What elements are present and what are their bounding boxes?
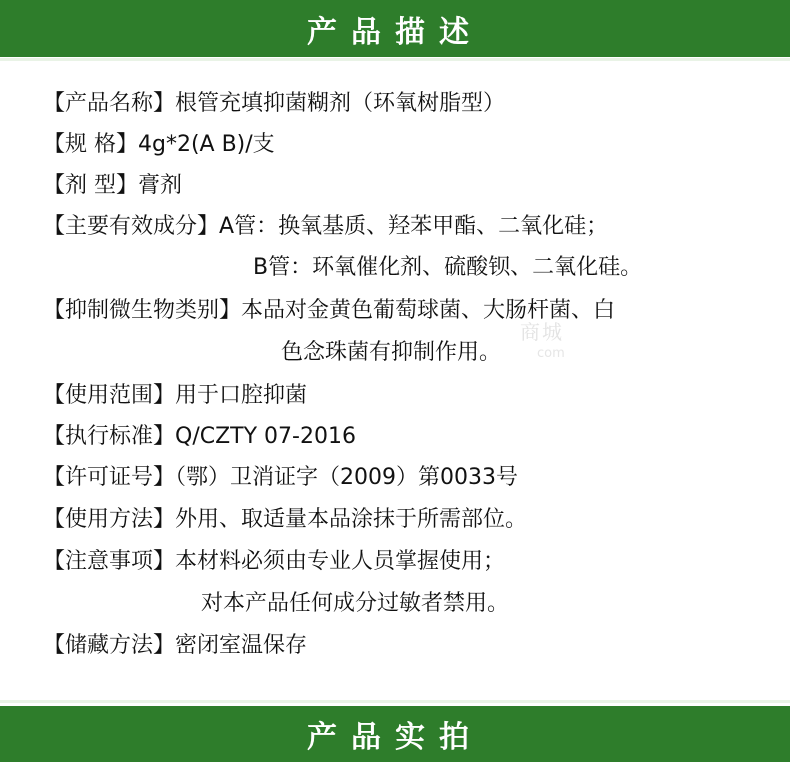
spec-value: 密闭室温保存 [175,633,308,658]
spec-label: 【许可证号】 [43,465,176,490]
spec-value-continued: 色念珠菌有抑制作用。 [281,340,502,365]
spec-label: 【产品名称】 [43,91,176,116]
spec-value: 膏剂 [138,173,183,198]
spec-value: 用于口腔抑菌 [175,383,308,408]
spec-label: 【抑制微生物类别】 [43,298,242,323]
spec-row-standard [43,422,356,452]
spec-label: 【剂 型】 [43,173,138,198]
spec-label: 【使用方法】 [43,507,176,532]
spec-value: 外用、取适量本品涂抹于所需部位。 [175,507,528,532]
spec-value: Q/CZTY 07-2016 [175,424,356,449]
spec-label: 【注意事项】 [43,549,176,574]
spec-label: 【储藏方法】 [43,633,176,658]
section-header-photos [0,706,790,762]
spec-label: 【使用范围】 [43,383,176,408]
spec-row-license [43,463,518,493]
spec-row-spec [43,130,275,160]
spec-row-storage [43,631,307,661]
spec-value: 4g*2(A B)/支 [138,132,275,157]
spec-row-usage [43,505,527,535]
spec-row-scope [43,381,307,411]
section-title: 产品描述 [307,14,483,50]
spec-label: 【主要有效成分】 [43,214,220,239]
spec-value-continued: B管：环氧催化剂、硫酸钡、二氧化硅。 [253,255,643,280]
spec-row-name [43,89,505,119]
spec-value: 本材料必须由专业人员掌握使用； [175,549,506,574]
section-title: 产品实拍 [307,720,483,755]
spec-label: 【规 格】 [43,132,138,157]
spec-value: A管：换氧基质、羟苯甲酯、二氧化硅； [219,214,609,239]
spec-value: 本品对金黄色葡萄球菌、大肠杆菌、白 [241,298,616,323]
watermark-sub: com [537,346,565,361]
spec-row-form [43,171,182,201]
spec-value-continued: 对本产品任何成分过敏者禁用。 [201,591,510,616]
spec-row-notes [43,547,505,577]
spec-row-ingredients [43,212,608,242]
spec-label: 【执行标准】 [43,424,176,449]
spec-value: 根管充填抑菌糊剂（环氧树脂型） [175,91,506,116]
section-header-description [0,0,790,57]
spec-value: （鄂）卫消证字（2009）第0033号 [175,465,518,490]
watermark: 商城 [520,320,564,344]
